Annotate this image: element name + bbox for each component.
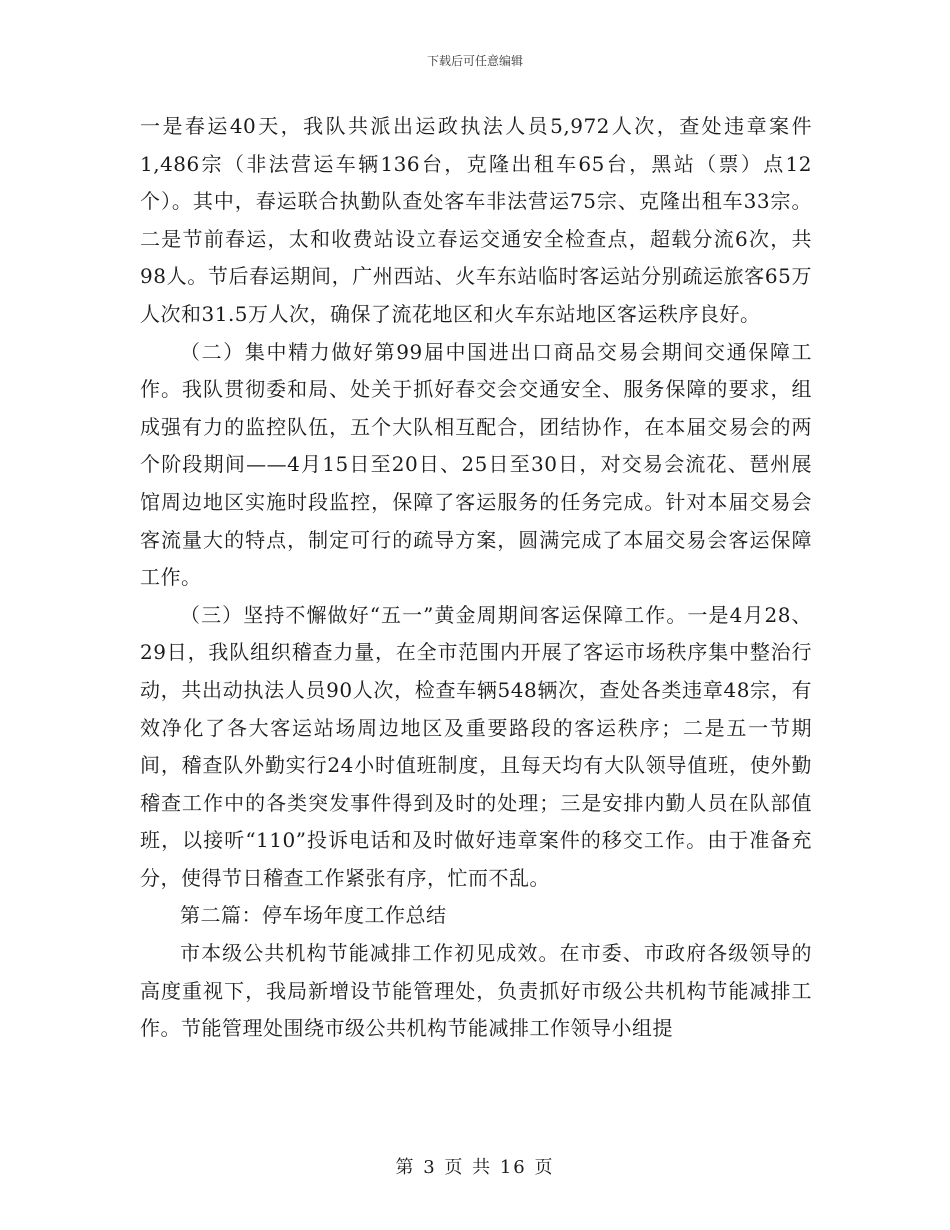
header-note: 下载后可任意编辑: [426, 54, 523, 68]
page-number: 第 3 页 共 16 页: [395, 1157, 555, 1178]
section-heading-part-two: 第二篇：停车场年度工作总结: [180, 903, 447, 928]
paragraph-canton-fair: （二）集中精力做好第99届中国进出口商品交易会期间交通保障工作。我队贯彻委和局、处关于抓好春交会交通安全、服务保障的要求，组成强有力的监控队伍，五个大队相互配合，团结协作，在本届交易会的两个阶段期间——4月15日至20日、25日至30日，对交易会流花、琶州展馆周边地区实施时段监控，保障了客运服务的任务完成。针对本届交易会客流量大的特点，制定可行的疏导方案，圆满完成了本届交易会客运保障工作。: [140, 339, 812, 590]
paragraph-may-day-holiday: （三）坚持不懈做好“五一”黄金周期间客运保障工作。一是4月28、29日，我队组织稽查力量，在全市范围内开展了客运市场秩序集中整治行动，共出动执法人员90人次，检查车辆548辆次，查处各类违章48宗，有效净化了各大客运站场周边地区及重要路段的客运秩序；二是五一节期间，稽查队外勤实行24小时值班制度，且每天均有大队领导值班，使外勤稽查工作中的各类突发事件得到及时的处理；三是安排内勤人员在队部值班，以接听“110”投诉电话和及时做好违章案件的移交工作。由于准备充分，使得节日稽查工作紧张有序，忙而不乱。: [140, 602, 812, 890]
paragraph-spring-festival-results: 一是春运40天，我队共派出运政执法人员5,972人次，查处违章案件1,486宗（非法营运车辆136台，克隆出租车65台，黑站（票）点12个）。其中，春运联合执勤队查处客车非法营运75宗、克隆出租车33宗。二是节前春运，太和收费站设立春运交通安全检查点，超载分流6次，共98人。节后春运期间，广州西站、火车东站临时客运站分别疏运旅客65万人次和31.5万人次，确保了流花地区和火车东站地区客运秩序良好。: [140, 114, 812, 326]
document-body: [140, 108, 812, 1048]
page-footer: [0, 1153, 950, 1179]
paragraph-energy-saving: 市本级公共机构节能减排工作初见成效。在市委、市政府各级领导的高度重视下，我局新增设节能管理处，负责抓好市级公共机构节能减排工作。节能管理处围绕市级公共机构节能减排工作领导小组提: [140, 941, 812, 1041]
